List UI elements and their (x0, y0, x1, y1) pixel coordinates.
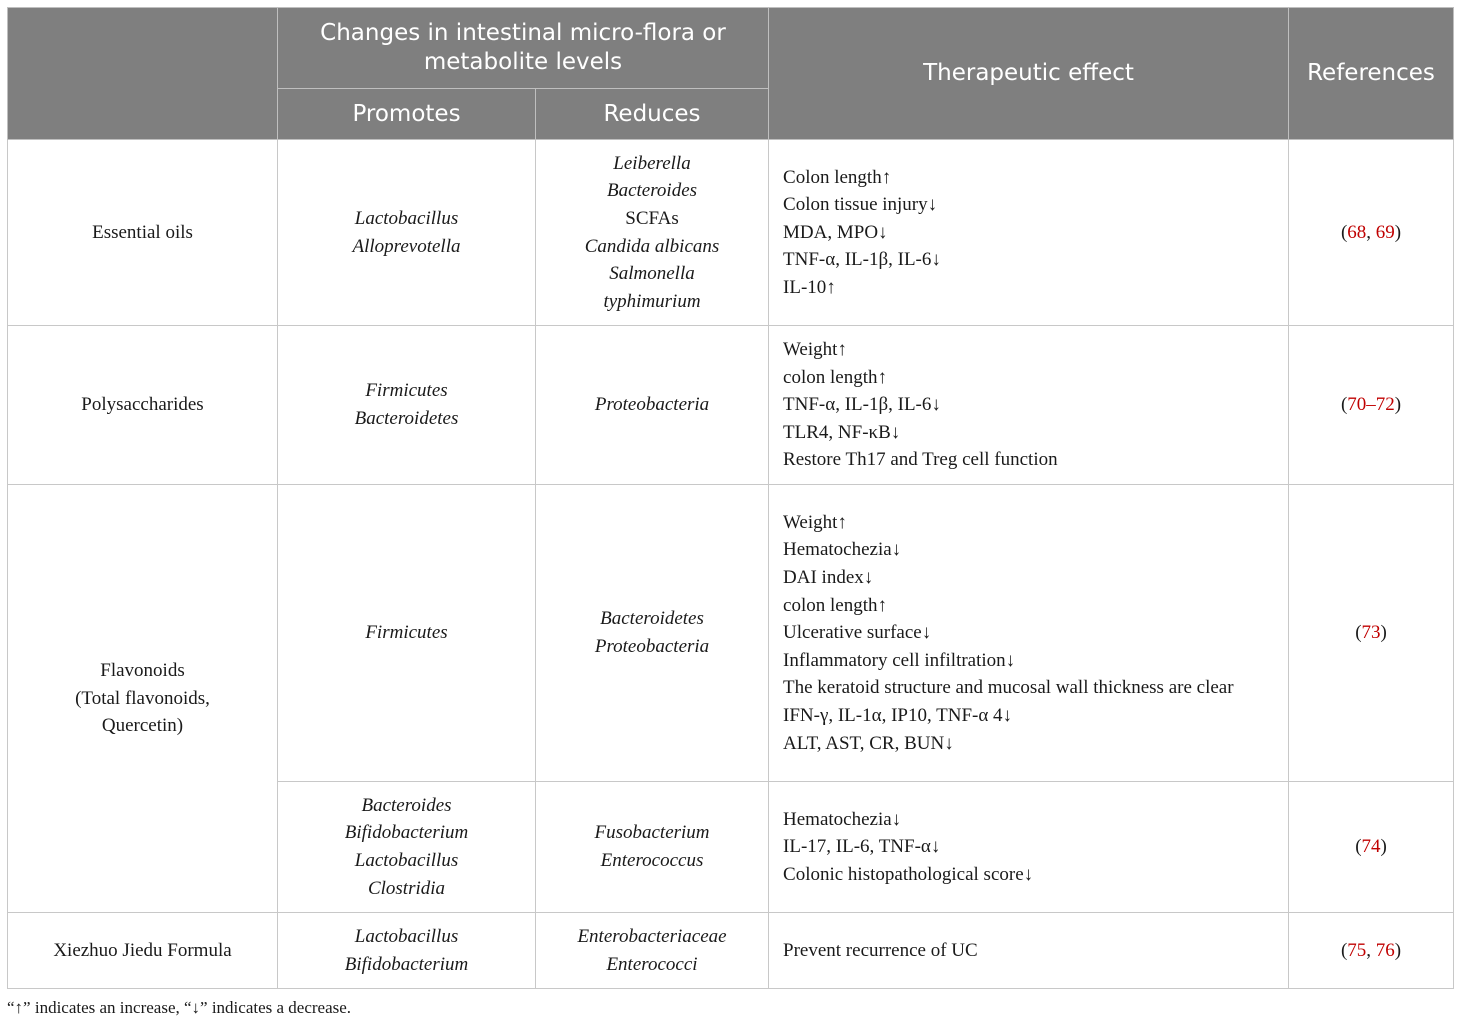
taxon: Firmicutes (365, 380, 448, 402)
metabolite: SCFAs (625, 207, 679, 229)
reduces-cell (536, 326, 769, 485)
taxon: typhimurium (603, 290, 701, 312)
taxon: Firmicutes (365, 622, 448, 644)
effect-item: Weight↑ (783, 339, 847, 361)
reduces-cell (536, 782, 769, 913)
reference-link[interactable]: 70–72 (1347, 394, 1395, 416)
header-category (8, 8, 278, 140)
effect-item: DAI index↓ (783, 567, 874, 589)
table-row (8, 485, 1454, 782)
header-references: References (1289, 8, 1454, 140)
taxon: Lactobacillus (354, 850, 459, 871)
taxon: Enterobacteriaceae (577, 925, 727, 947)
effect-cell (769, 913, 1289, 989)
promotes-cell (278, 913, 536, 989)
effect-item: IFN-γ, IL-1α, IP10, TNF-α 4↓ (783, 704, 1013, 726)
taxon: Proteobacteria (594, 636, 710, 657)
references-cell: (70–72) (1289, 326, 1454, 485)
effect-item: TLR4, NF-κB↓ (783, 421, 901, 443)
taxon: Bacteroidetes (354, 408, 459, 429)
promotes-cell (278, 782, 536, 913)
effect-item: Hematochezia↓ (783, 539, 902, 561)
taxon: Bacteroides (606, 180, 698, 202)
promotes-cell (278, 326, 536, 485)
effect-item: Restore Th17 and Treg cell function (783, 449, 1058, 471)
reference-link[interactable]: 69 (1375, 221, 1395, 243)
effect-item: TNF-α, IL-1β, IL-6↓ (783, 394, 941, 416)
taxon: Enterococci (606, 953, 698, 975)
reference-link[interactable]: 74 (1361, 836, 1381, 858)
effect-cell (769, 485, 1289, 782)
effect-item: Colonic histopathological score↓ (783, 863, 1034, 885)
table-footnote: “↑” indicates an increase, “↓” indicates a decrease. (7, 998, 352, 1017)
effect-item: Colon length↑ (783, 166, 892, 188)
category-cell (8, 913, 278, 989)
references-cell: (68, 69) (1289, 140, 1454, 326)
category-cell (8, 326, 278, 485)
effect-item: The keratoid structure and mucosal wall thickness are clear (783, 677, 1234, 699)
table-row (8, 140, 1454, 326)
taxon: Lactobacillus (354, 925, 459, 947)
taxon: Bifidobacterium (344, 822, 469, 844)
promotes-cell (278, 485, 536, 782)
taxon: Lactobacillus (354, 207, 459, 229)
effect-item: ALT, AST, CR, BUN↓ (783, 732, 954, 754)
effect-item: Inflammatory cell infiltration↓ (783, 649, 1016, 671)
category-line: Quercetin) (101, 715, 184, 737)
header-reduces: Reduces (536, 89, 769, 140)
category-cell (8, 140, 278, 326)
effect-item: colon length↑ (783, 366, 887, 388)
effect-item: TNF-α, IL-1β, IL-6↓ (783, 249, 941, 271)
category-cell (8, 485, 278, 913)
taxon: Leiberella (613, 152, 691, 174)
header-promotes: Promotes (278, 89, 536, 140)
taxon: Fusobacterium (594, 822, 710, 844)
effect-item: colon length↑ (783, 594, 887, 616)
references-cell: (74) (1289, 782, 1454, 913)
taxon: Proteobacteria (594, 394, 710, 416)
category-line: Xiezhuo Jiedu Formula (53, 939, 232, 961)
taxon: Enterococcus (600, 850, 704, 871)
category-line: (Total flavonoids, (75, 687, 210, 709)
effect-item: Colon tissue injury↓ (783, 194, 938, 216)
table-row (8, 326, 1454, 485)
reference-link[interactable]: 68 (1347, 221, 1367, 243)
header-therapeutic-effect: Therapeutic effect (769, 8, 1289, 140)
promotes-cell (278, 140, 536, 326)
header-changes: Changes in intestinal micro-flora or metabolite levels (278, 8, 769, 89)
references-cell: (73) (1289, 485, 1454, 782)
references-cell: (75, 76) (1289, 913, 1454, 989)
taxon: Bacteroides (361, 794, 452, 816)
taxon: Alloprevotella (352, 235, 461, 257)
effect-item: IL-17, IL-6, TNF-α↓ (783, 836, 941, 858)
reference-link[interactable]: 75 (1347, 939, 1367, 961)
reference-link[interactable]: 73 (1361, 622, 1381, 644)
reduces-cell (536, 485, 769, 782)
reduces-cell (536, 140, 769, 326)
taxon: Bifidobacterium (344, 953, 469, 975)
taxon: Salmonella (609, 263, 695, 285)
effect-item: Weight↑ (783, 511, 847, 533)
effect-item: Hematochezia↓ (783, 808, 902, 830)
taxon: Clostridia (367, 877, 446, 899)
effect-cell (769, 326, 1289, 485)
category-line: Polysaccharides (81, 394, 204, 416)
effect-item: IL-10↑ (783, 276, 836, 298)
data-table (7, 7, 1454, 989)
effect-item: Ulcerative surface↓ (783, 622, 932, 644)
category-line: Essential oils (92, 221, 193, 243)
taxon: Bacteroidetes (600, 608, 704, 630)
reference-link[interactable]: 76 (1375, 939, 1395, 961)
category-line: Flavonoids (100, 660, 185, 682)
effect-cell (769, 140, 1289, 326)
table-row (8, 913, 1454, 989)
table-header (8, 8, 1454, 140)
reduces-cell (536, 913, 769, 989)
effect-cell (769, 782, 1289, 913)
taxon: Candida albicans (584, 235, 720, 257)
effect-item: MDA, MPO↓ (783, 221, 888, 243)
effect-item: Prevent recurrence of UC (783, 939, 978, 961)
